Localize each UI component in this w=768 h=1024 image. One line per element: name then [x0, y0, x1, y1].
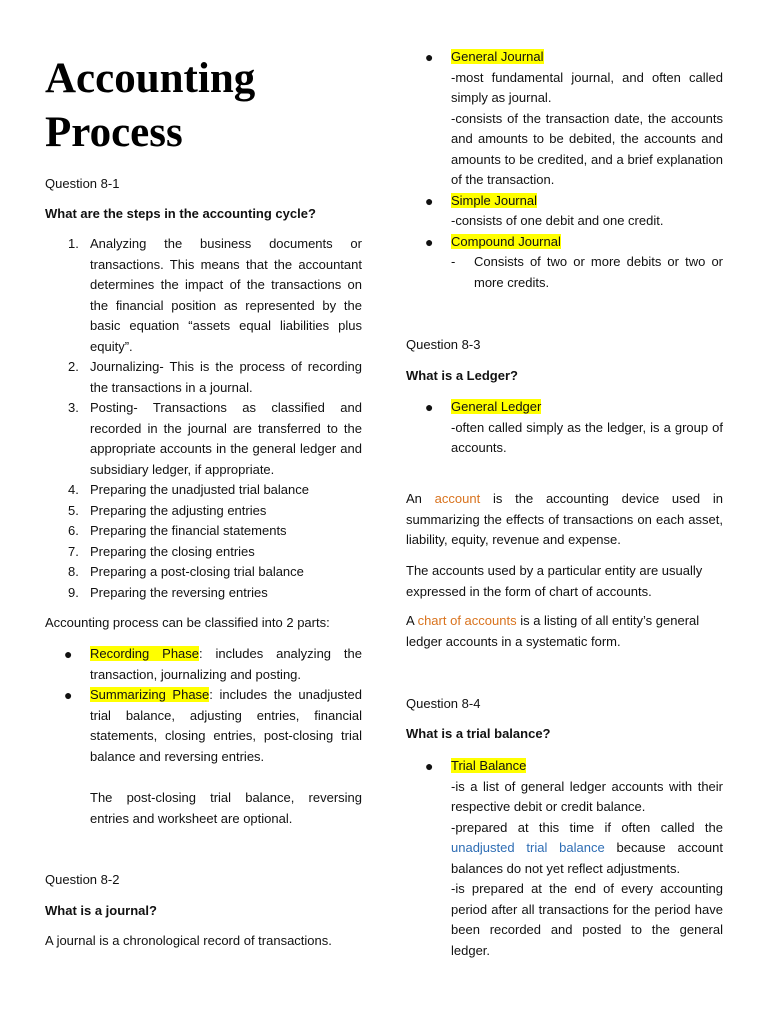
list-item: ● Summarizing Phase: includes the unadjusted trial balance, adjusting entries, financial statements, closing entries, post-closing trial balance and reversing entries.	[64, 687, 363, 764]
page-title: Accounting Process	[45, 55, 256, 156]
general-ledger-term: General Ledger	[451, 399, 542, 414]
list-item: 2. Journalizing- This is the process of recording the transactions in a journal.	[68, 359, 362, 395]
bullet-icon: ●	[425, 233, 434, 250]
account-definition: An account is the accounting device used in summarizing the effects of transactions on each asset, liability, equity, revenue and expense.	[406, 491, 723, 547]
accounting-cycle-steps	[45, 234, 362, 603]
chart-of-accounts-definition: A chart of accounts is a listing of all entity’s general ledger accounts in a systematic form.	[406, 613, 700, 649]
account-term: account	[434, 491, 481, 506]
question-8-1-text: What are the steps in the accounting cycle?	[45, 206, 316, 221]
classification-intro: Accounting process can be classified into 2 parts:	[45, 615, 330, 630]
list-item: 4. Preparing the unadjusted trial balance	[68, 482, 309, 497]
recording-phase-term: Recording Phase	[90, 646, 200, 661]
list-item	[406, 232, 723, 294]
question-8-3-text: What is a Ledger?	[406, 368, 518, 383]
question-8-1-label: Question 8-1	[45, 176, 120, 191]
bullet-icon: ●	[64, 687, 73, 703]
list-item: 7. Preparing the closing entries	[68, 543, 255, 559]
phase-list	[45, 644, 362, 767]
list-item: ● General Journal -most fundamental journal, and often called simply as journal. -consists of the transaction date, the accounts and amounts to be debited, the accounts and amounts to be credited, and a brief explanation of the transaction.	[425, 49, 723, 187]
dash-item: - Consists of two or more debits or two or more credits.	[451, 254, 723, 290]
trial-balance-list	[406, 756, 723, 961]
list-item: 1. Analyzing the business documents or transactions. This means that the accountant determines the impact of the transactions on the financial position as represented by the basic equation “assets equal liabilities plus equity”.	[68, 236, 362, 354]
list-item: 8. Preparing a post-closing trial balance	[68, 564, 304, 579]
ledger-list	[406, 397, 723, 459]
list-item: 3. Posting- Transactions as classified and recorded in the journal are transferred to the appropriate accounts in the general ledger and subsidiary ledger, if appropriate.	[68, 400, 362, 477]
question-8-4-label: Question 8-4	[406, 696, 481, 711]
question-8-3-label: Question 8-3	[406, 337, 481, 352]
list-item: ● General Ledger -often called simply as the ledger, is a group of accounts.	[425, 399, 723, 455]
summarizing-phase-term: Summarizing Phase	[90, 687, 210, 702]
trial-balance-term: Trial Balance	[451, 758, 527, 773]
accounts-used-text: The accounts used by a particular entity are usually expressed in the form of chart of accounts.	[406, 563, 703, 599]
bullet-icon: ●	[425, 49, 434, 65]
bullet-icon: ●	[425, 399, 434, 415]
list-item: 5. Preparing the adjusting entries	[68, 502, 267, 518]
list-item: 9. Preparing the reversing entries	[68, 584, 268, 600]
optional-note: The post-closing trial balance, reversing entries and worksheet are optional.	[90, 790, 362, 826]
question-8-2-label: Question 8-2	[45, 872, 120, 887]
journal-types-list	[406, 47, 723, 293]
bullet-icon: ●	[425, 192, 434, 209]
list-item: ● Trial Balance -is a list of general ledger accounts with their respective debit or credit balance. -prepared at this time if often called the unadjusted trial balance because account balances do not yet reflect adjustments. -is prepared at the end of every accounting period after all transactions for the period have been recorded and posted to the general ledger.	[425, 758, 723, 958]
bullet-icon: ●	[425, 758, 434, 774]
list-item: ● Recording Phase: includes analyzing the transaction, journalizing and posting.	[64, 646, 362, 682]
general-journal-term: General Journal	[451, 49, 544, 64]
list-item: 6. Preparing the financial statements	[68, 523, 287, 538]
journal-definition: A journal is a chronological record of transactions.	[45, 933, 332, 948]
unadjusted-trial-balance-term: unadjusted trial balance	[451, 840, 605, 855]
bullet-icon: ●	[64, 646, 73, 662]
chart-of-accounts-term: chart of accounts	[417, 613, 517, 628]
simple-journal-term: Simple Journal	[451, 192, 537, 208]
question-8-4-text: What is a trial balance?	[406, 726, 551, 741]
compound-journal-term: Compound Journal	[451, 233, 561, 249]
question-8-2-text: What is a journal?	[45, 903, 157, 918]
list-item: ● Simple Journal -consists of one debit and one credit.	[425, 192, 664, 228]
